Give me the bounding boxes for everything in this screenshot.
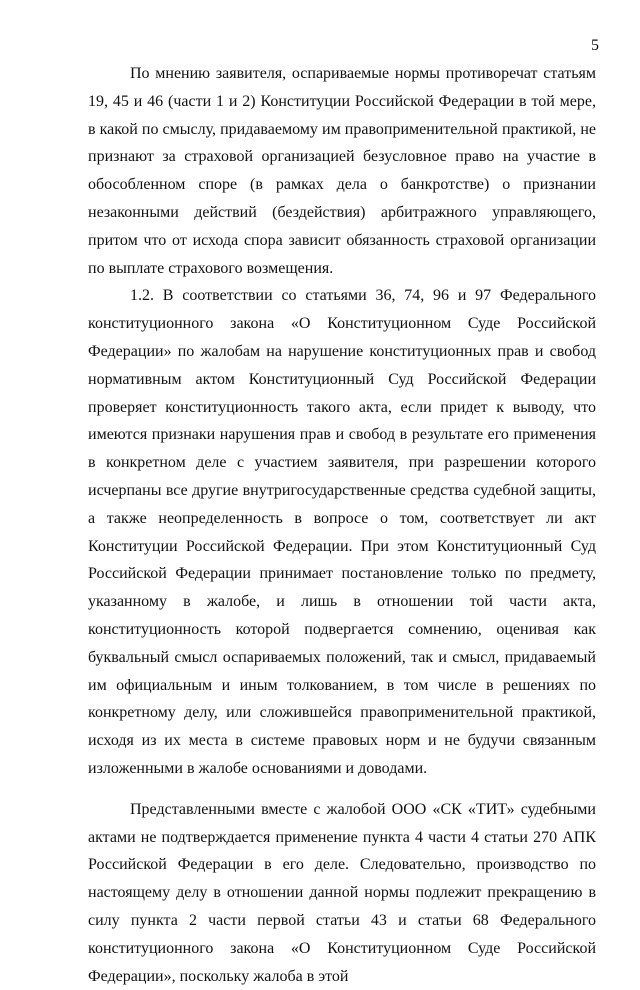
document-body xyxy=(88,60,596,990)
paragraph-submitted-acts: Представленными вместе с жалобой ООО «СК «ТИТ» судебными актами не подтверждается применение пункта 4 части 4 статьи 270 АПК Российской Федерации в его деле. Следовательно, производство по настоящему делу в отношении данной нормы подлежит прекращению в силу пункта 2 части первой статьи 43 и статьи 68 Федерального конституционного закона «О Конституционном Суде Российской Федерации», поскольку жалоба в этой xyxy=(88,800,596,985)
paragraph-applicant-opinion: По мнению заявителя, оспариваемые нормы противоречат статьям 19, 45 и 46 (части 1 и 2) Конституции Российской Федерации в той мере, в какой по смыслу, придаваемому им правоприменительной практикой, не признают за страховой организацией безусловное право на участие в обособленном споре (в рамках дела о банкротстве) о признании незаконными действий (бездействия) арбитражного управляющего, притом что от исхода спора зависит обязанность страховой организации по выплате страхового возмещения. xyxy=(88,65,596,277)
page-number: 5 xyxy=(591,37,599,54)
paragraph-section-1-2: 1.2. В соответствии со статьями 36, 74, 96 и 97 Федерального конституционного закона «О Конституционном Суде Российской Федерации» по жалобам на нарушение конституционных прав и свобод нормативным актом Конституционный Суд Российской Федерации проверяет конституционность такого акта, если придет к выводу, что имеются признаки нарушения прав и свобод в результате его применения в конкретном деле с участием заявителя, при разрешении которого исчерпаны все другие внутригосударственные средства судебной защиты, а также неопределенность в вопросе о том, соответствует ли акт Конституции Российской Федерации. При этом Конституционный Суд Российской Федерации принимает постановление только по предмету, указанному в жалобе, и лишь в отношении той части акта, конституционность которой подвергается сомнению, оценивая как буквальный смысл оспариваемых положений, так и смысл, придаваемый им официальным и иным толкованием, в том числе в решениях по конкретному делу, или сложившейся правоприменительной практикой, исходя из их места в системе правовых норм и не будучи связанным изложенными в жалобе основаниями и доводами. xyxy=(88,287,596,777)
